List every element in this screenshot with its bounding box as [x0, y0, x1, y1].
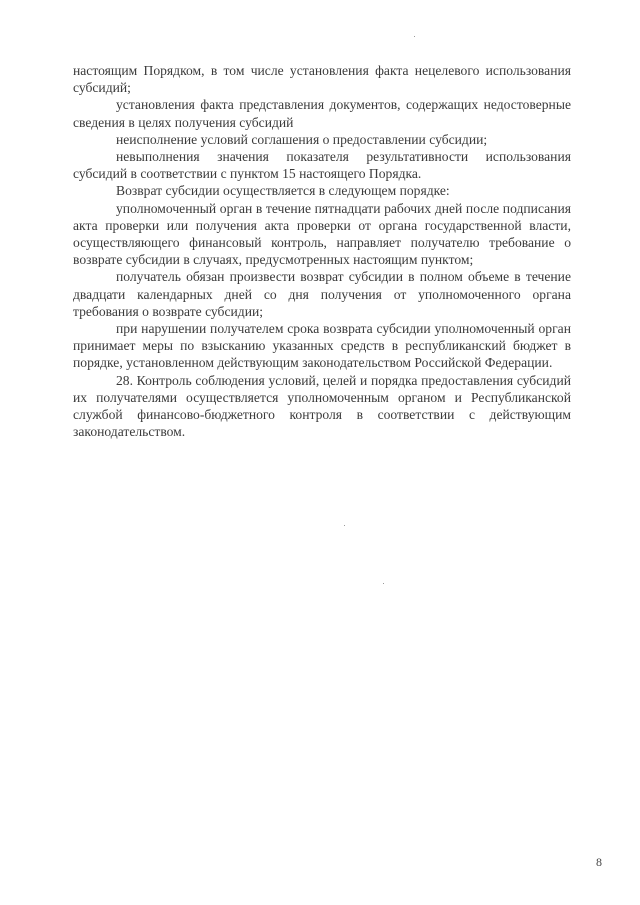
paragraph-3: неисполнение условий соглашения о предоставлении субсидии;	[116, 131, 488, 147]
page-number: 8	[596, 855, 602, 869]
paragraph-7: получатель обязан произвести возврат субсидии в полном объеме в течение двадцати календарных дней со дня получения от уполномоченного органа требования о возврате субсидии;	[73, 269, 571, 319]
scan-speck	[414, 36, 415, 37]
paragraph-9: 28. Контроль соблюдения условий, целей и порядка предоставления субсидий их получателями осуществляется уполномоченным органом и Республиканской службой финансово-бюджетного контроля в соответствии с действующим законодательством.	[73, 372, 571, 440]
paragraph-8: при нарушении получателем срока возврата субсидии уполномоченный орган принимает меры по взысканию указанных средств в республиканский бюджет в порядке, установленном действующим законодательством Российской Федерации.	[73, 321, 571, 371]
paragraph-5: Возврат субсидии осуществляется в следующем порядке:	[116, 183, 450, 199]
scan-speck	[383, 583, 384, 584]
paragraph-1: настоящим Порядком, в том числе установления факта нецелевого использования субсидий;	[73, 63, 571, 96]
paragraph-6: уполномоченный орган в течение пятнадцати рабочих дней после подписания акта проверки или получения акта проверки от органа государственной власти, осуществляющего финансовый контроль, направляет получателю требование о возврате субсидии в случаях, предусмотренных настоящим пунктом;	[73, 200, 571, 268]
paragraph-2: установления факта представления документов, содержащих недостоверные сведения в целях получения субсидий	[73, 97, 571, 130]
scan-speck	[344, 525, 345, 526]
paragraph-4: невыполнения значения показателя результативности использования субсидий в соответствии с пунктом 15 настоящего Порядка.	[73, 149, 571, 182]
document-body	[73, 62, 571, 440]
